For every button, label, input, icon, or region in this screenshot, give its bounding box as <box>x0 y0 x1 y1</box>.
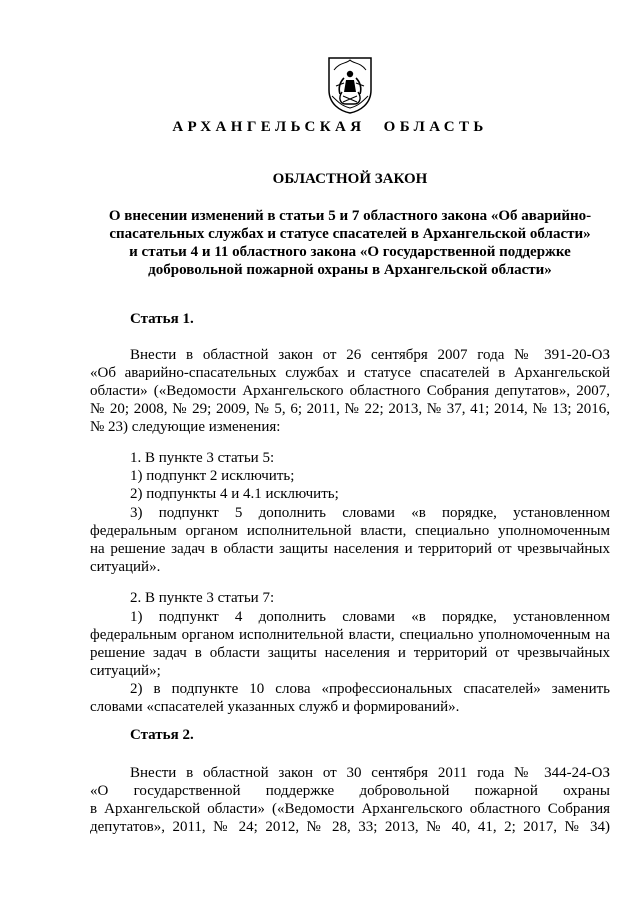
text-line: 1) подпункт 4 дополнить словами «в порядке, установленном <box>130 609 610 625</box>
item-1-title: 1. В пункте 3 статьи 5: <box>130 450 275 466</box>
law-title-line: спасательных службах и статусе спасателей в Архангельской области» <box>109 226 591 242</box>
text-line: 2) в подпункте 10 слова «профессиональных спасателей» заменить <box>130 681 610 697</box>
item-2-sub-1 <box>90 608 610 680</box>
article-1-heading: Статья 1. <box>130 311 194 327</box>
text-line: федеральным органом исполнительной власти, специально уполномоченным на <box>90 627 610 643</box>
text-line: № 23) следующие изменения: <box>90 419 281 435</box>
text-line: Внести в областной закон от 26 сентября 2007 года № 391-20-ОЗ <box>130 347 610 363</box>
article-2-intro <box>90 764 610 836</box>
text-line: «О государственной поддержке добровольной пожарной охраны <box>90 783 610 799</box>
law-type: ОБЛАСТНОЙ ЗАКОН <box>272 171 428 187</box>
law-title-line: и статьи 4 и 11 областного закона «О государственной поддержке <box>129 244 571 260</box>
law-title-line: О внесении изменений в статьи 5 и 7 областного закона «Об аварийно- <box>108 208 592 224</box>
text-line: Внести в областной закон от 30 сентября 2011 года № 344-24-ОЗ <box>130 765 610 781</box>
text-line: на решение задач в области защиты населения и территорий от чрезвычайных <box>90 541 610 557</box>
text-line: решение задач в области защиты населения и территорий от чрезвычайных <box>90 645 610 661</box>
law-title-line: добровольной пожарной охраны в Архангельской области» <box>148 262 552 278</box>
law-title <box>90 207 610 279</box>
text-line: депутатов», 2011, № 24; 2012, № 28, 33; 2013, № 40, 41, 2; 2017, № 34) <box>90 819 610 835</box>
item-2-sub-2 <box>90 680 610 716</box>
item-1-sub-2: 2) подпункты 4 и 4.1 исключить; <box>130 486 339 502</box>
text-line: ситуаций». <box>90 559 161 575</box>
article-1-intro <box>90 346 610 436</box>
text-line: «Об аварийно-спасательных службах и статусе спасателей в Архангельской <box>90 365 610 381</box>
article-2-heading: Статья 2. <box>130 727 194 743</box>
text-line: № 20; 2008, № 29; 2009, № 5, 6; 2011, № 22; 2013, № 37, 41; 2014, № 13; 2016, <box>90 401 610 417</box>
text-line: словами «спасателей указанных служб и формирований». <box>90 699 460 715</box>
text-line: 3) подпункт 5 дополнить словами «в порядке, установленном <box>130 505 610 521</box>
item-2-title: 2. В пункте 3 статьи 7: <box>130 590 275 606</box>
item-1-sub-1: 1) подпункт 2 исключить; <box>130 468 295 484</box>
item-1-sub-3 <box>90 504 610 576</box>
text-line: в Архангельской области» («Ведомости Архангельского областного Собрания <box>90 801 610 817</box>
text-line: области» («Ведомости Архангельского областного Собрания депутатов», 2007, <box>90 383 610 399</box>
region-name: АРХАНГЕЛЬСКАЯ ОБЛАСТЬ <box>172 119 488 135</box>
arkhangelsk-coat-of-arms-icon <box>326 56 374 114</box>
text-line: федеральным органом исполнительной власти, специально уполномоченным <box>90 523 610 539</box>
text-line: ситуаций»; <box>90 663 161 679</box>
